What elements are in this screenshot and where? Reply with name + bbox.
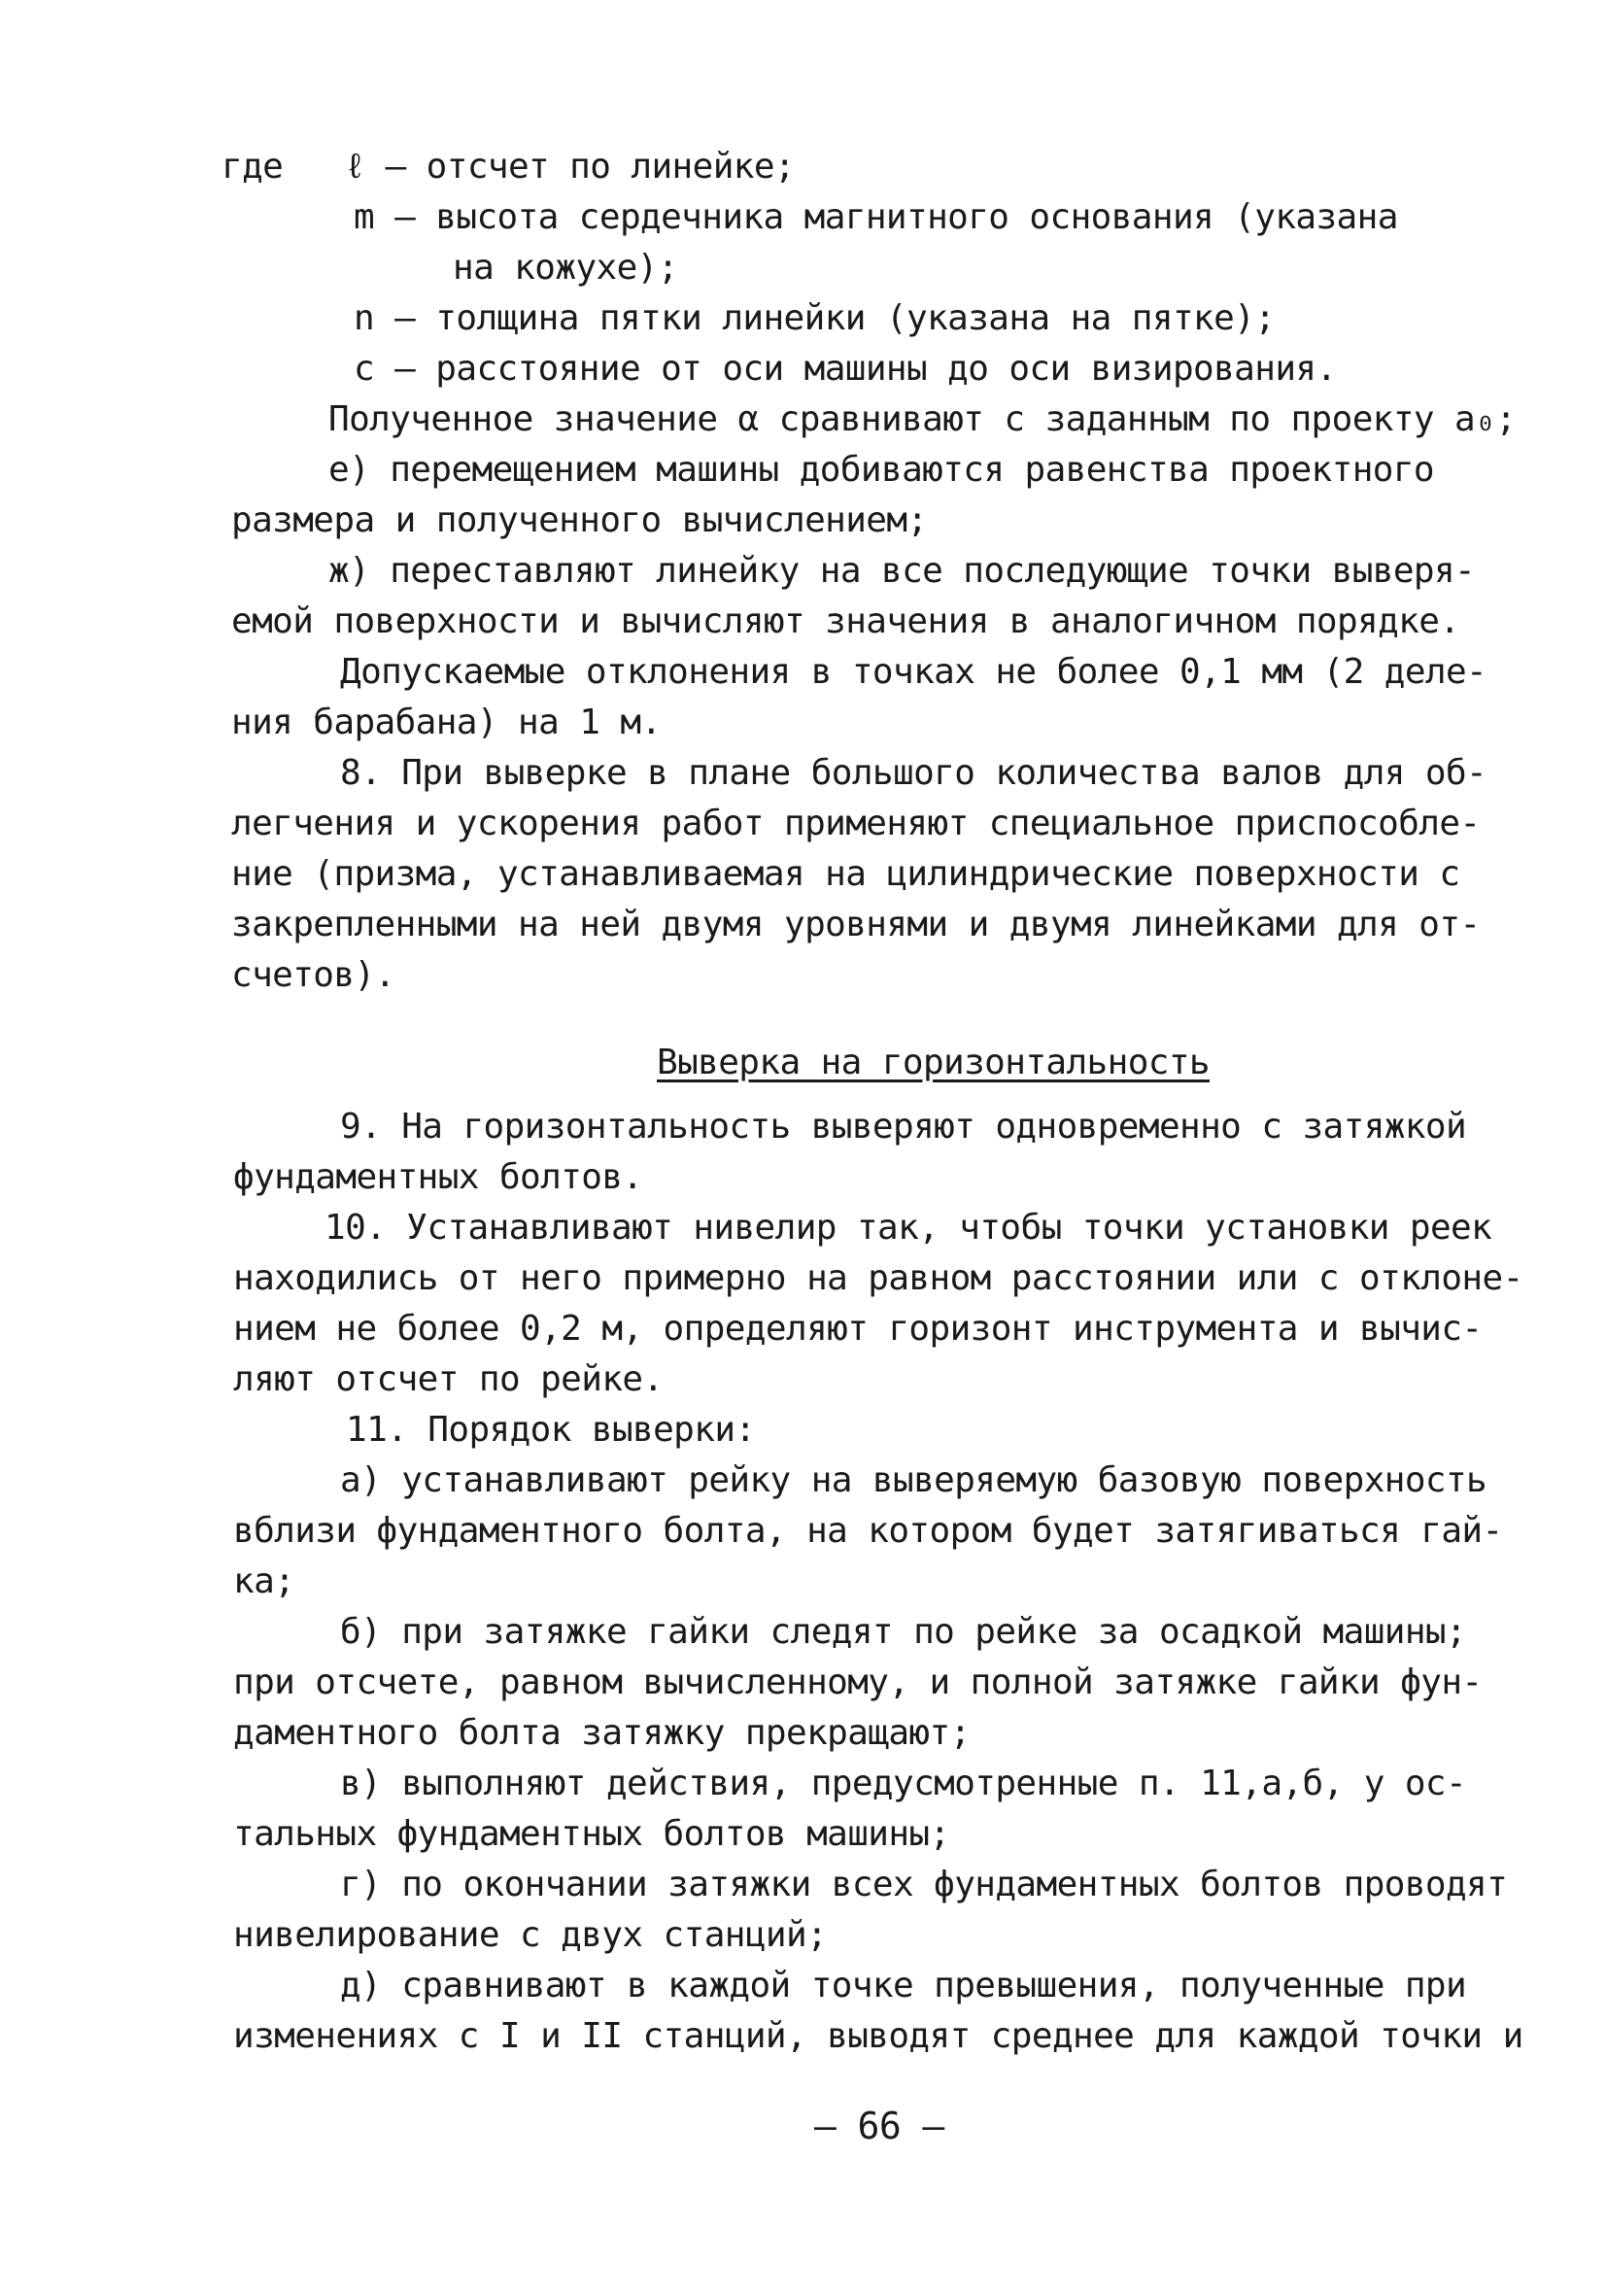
text-line: где ℓ – отсчет по линейке; <box>222 147 795 187</box>
text-line: изменениях с I и II станций, выводят среднее для каждой точки и <box>233 2016 1523 2056</box>
text-line: нием не более 0,2 м, определяют горизонт инструмента и вычис- <box>233 1309 1483 1349</box>
text-line: ка; <box>233 1561 295 1601</box>
text-line: 8. При выверке в плане большого количества валов для об- <box>340 753 1487 793</box>
text-line: c – расстояние от оси машины до оси визирования. <box>354 349 1337 389</box>
text-line: г) по окончании затяжки всех фундаментных болтов проводят <box>340 1865 1508 1904</box>
text-line: ж) переставляют линейку на все последующие точки выверя- <box>328 551 1476 591</box>
text-line: m – высота сердечника магнитного основания (указана <box>354 197 1398 237</box>
text-line: 9. На горизонтальность выверяют одновременно с затяжкой <box>340 1107 1467 1147</box>
text-line: в) выполняют действия, предусмотренные п. 11,а,б, у ос- <box>340 1764 1467 1803</box>
text-line: на кожухе); <box>453 248 678 288</box>
text-line: n – толщина пятки линейки (указана на пятке); <box>354 298 1276 338</box>
text-line: вблизи фундаментного болта, на котором будет затягиваться гай- <box>233 1511 1503 1551</box>
text-line: е) перемещением машины добиваются равенства проектного <box>328 450 1434 490</box>
text-line: Полученное значение α сравнивают с заданным по проекту a₀; <box>328 399 1517 439</box>
text-line: размера и полученного вычислением; <box>231 500 928 540</box>
text-line: 10. Устанавливают нивелир так, чтобы точки установки реек <box>325 1208 1492 1248</box>
text-line: д) сравнивают в каждой точке превышения, полученные при <box>340 1966 1467 2005</box>
text-line: находились от него примерно на равном расстоянии или с отклоне- <box>233 1258 1523 1298</box>
text-line: легчения и ускорения работ применяют специальное приспособле- <box>231 804 1481 843</box>
text-line: даментного болта затяжку прекращают; <box>233 1713 971 1753</box>
text-line: счетов). <box>231 955 395 995</box>
text-line: б) при затяжке гайки следят по рейке за осадкой машины; <box>340 1612 1467 1652</box>
text-line: емой поверхности и вычисляют значения в аналогичном порядке. <box>231 601 1460 641</box>
text-line: ляют отсчет по рейке. <box>233 1359 664 1399</box>
text-line: закрепленными на ней двумя уровнями и двумя линейками для от- <box>231 905 1481 944</box>
text-line: нивелирование с двух станций; <box>233 1915 828 1955</box>
text-line: а) устанавливают рейку на выверяемую базовую поверхность <box>340 1460 1487 1500</box>
text-line: 11. Порядок выверки: <box>346 1410 756 1450</box>
text-line: Допускаемые отклонения в точках не более 0,1 мм (2 деле- <box>340 652 1487 692</box>
text-line: ния барабана) на 1 м. <box>231 703 662 742</box>
text-line: тальных фундаментных болтов машины; <box>233 1814 950 1854</box>
page-number: – 66 – <box>814 2105 944 2147</box>
section-heading: Выверка на горизонтальность <box>657 1043 1210 1082</box>
text-line: фундаментных болтов. <box>233 1157 643 1197</box>
text-line: ние (призма, устанавливаемая на цилиндрические поверхности с <box>231 854 1460 894</box>
text-line: при отсчете, равном вычисленному, и полной затяжке гайки фун- <box>233 1662 1483 1702</box>
